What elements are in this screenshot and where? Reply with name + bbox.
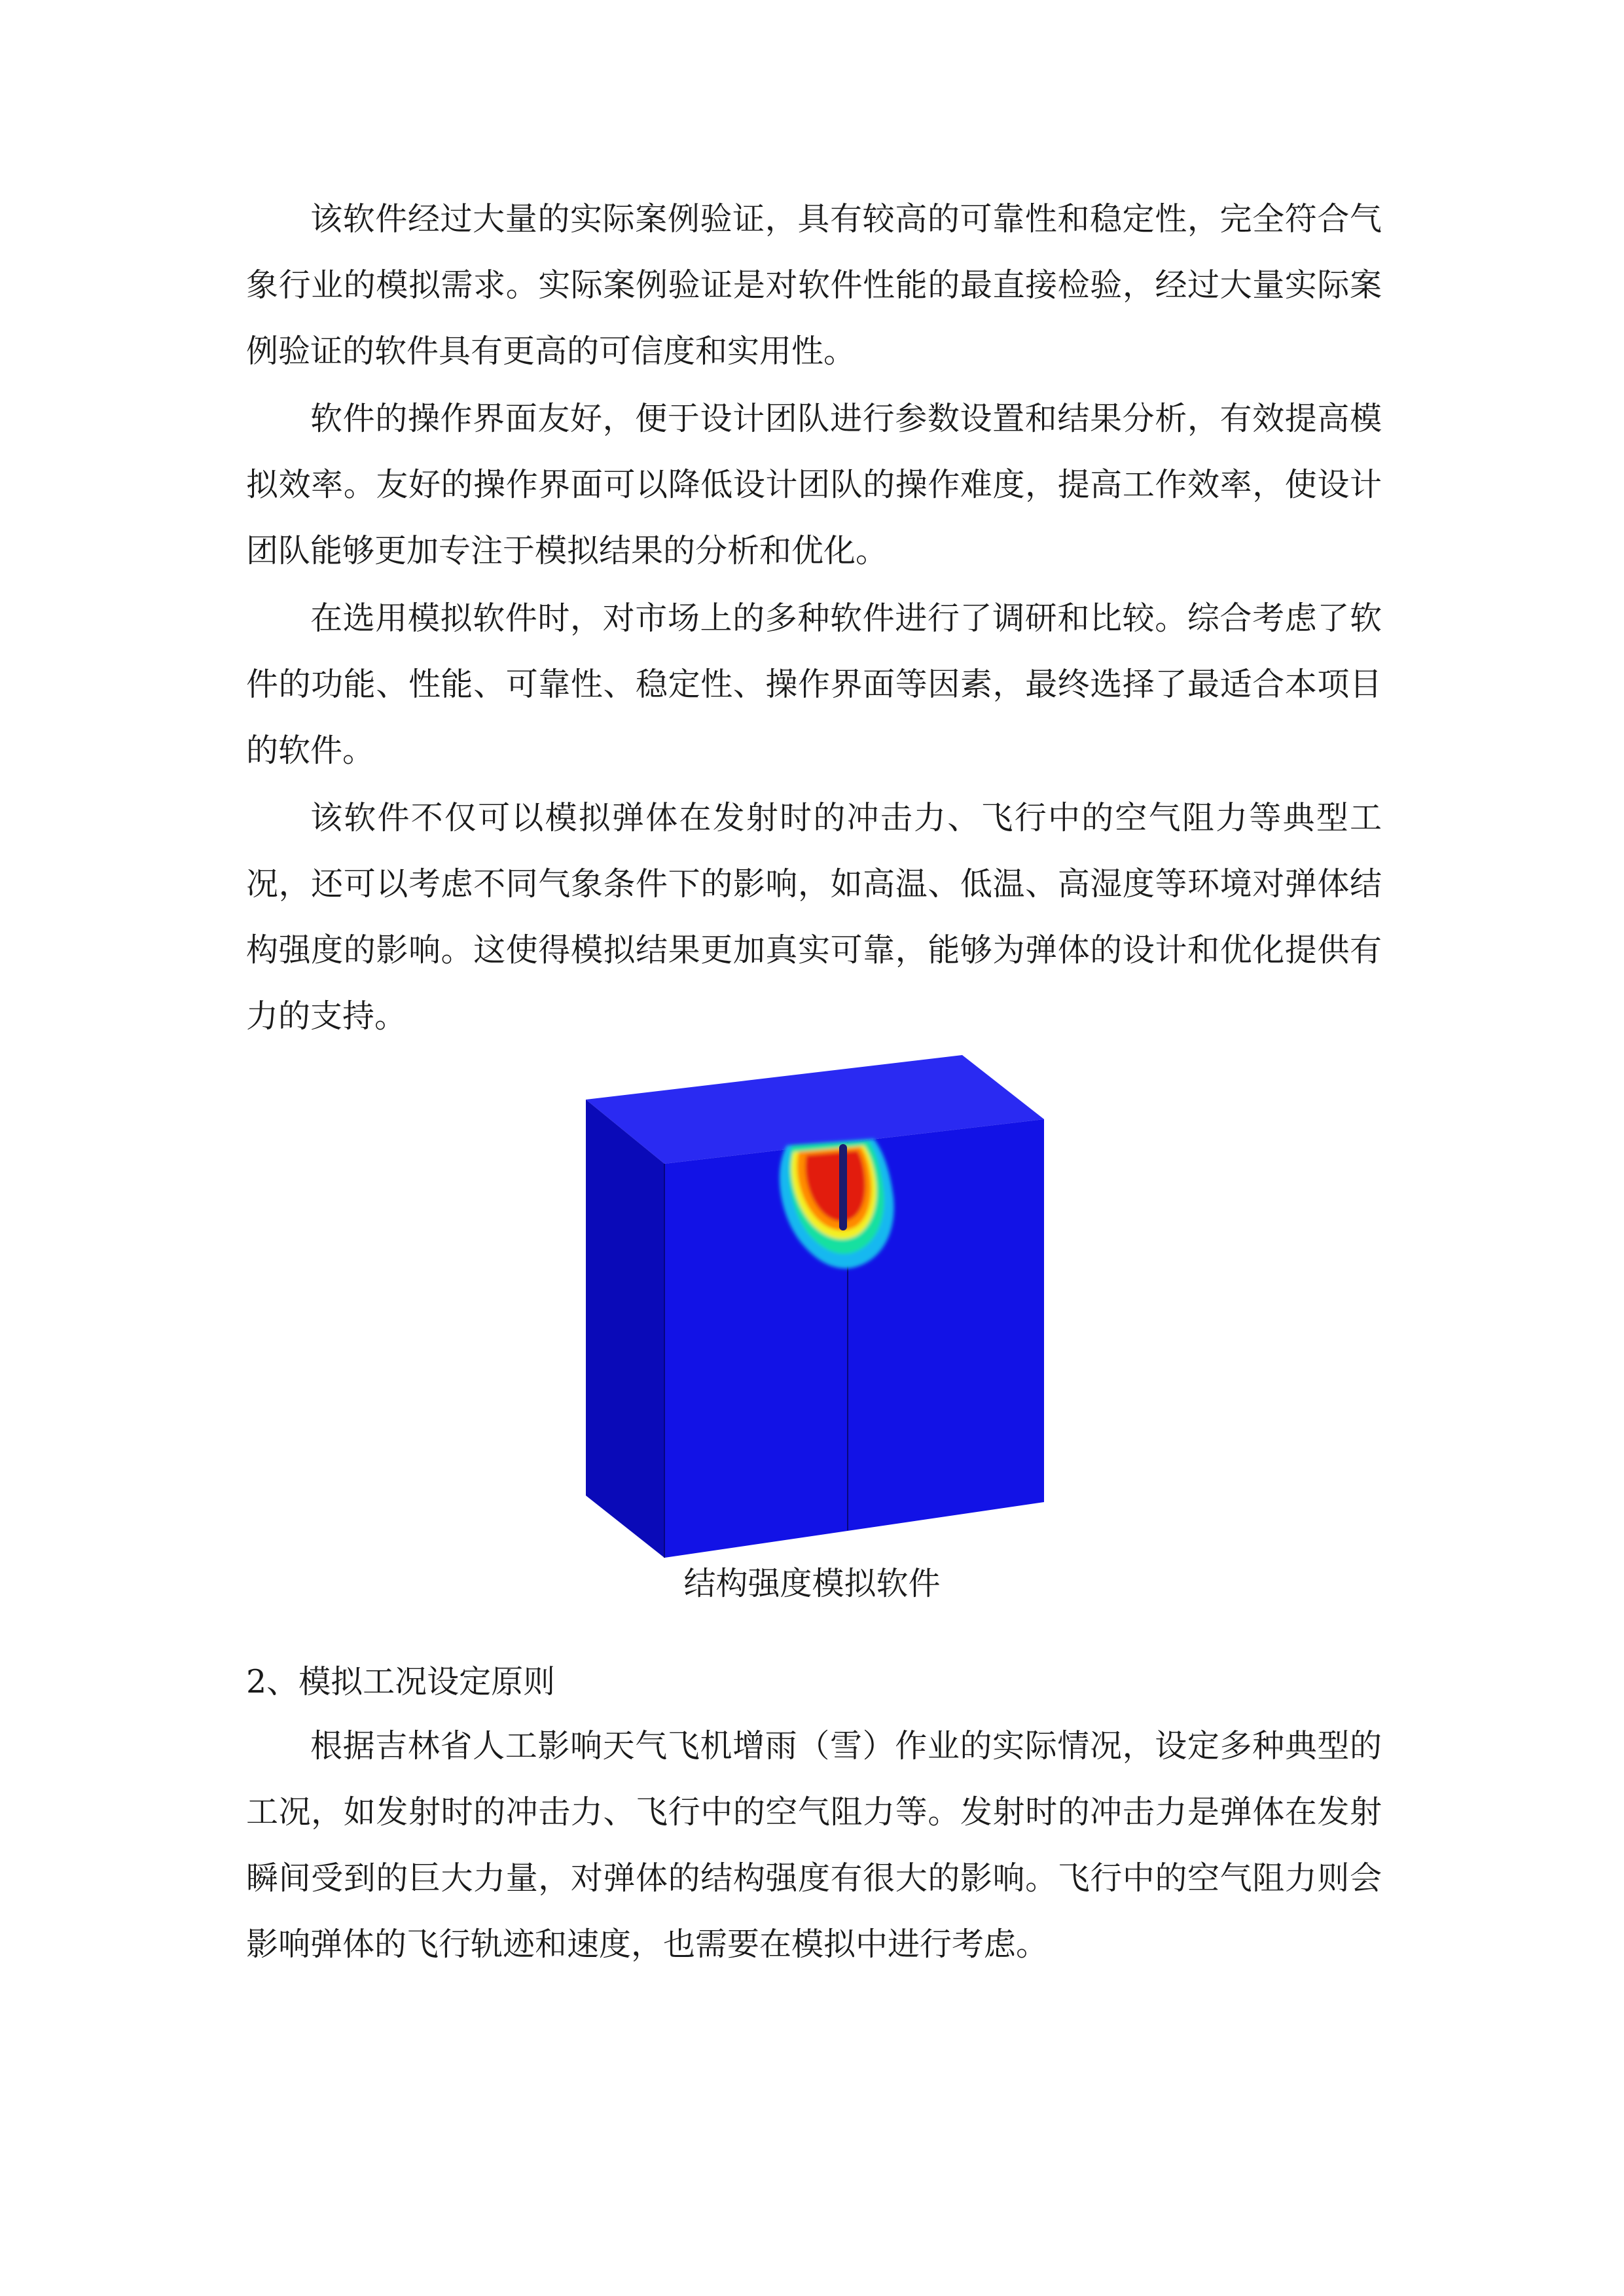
- body-text-top: [246, 186, 1382, 1049]
- paragraph-selection: 在选用模拟软件时，对市场上的多种软件进行了调研和比较。综合考虑了软件的功能、性能、可靠性、稳定性、操作界面等因素，最终选择了最适合本项目的软件。: [246, 600, 1382, 769]
- block-side-face: [586, 1100, 664, 1558]
- paragraph-validation: 该软件经过大量的实际案例验证，具有较高的可靠性和稳定性，完全符合气象行业的模拟需求。实际案例验证是对软件性能的最直接检验，经过大量实际案例验证的软件具有更高的可信度和实用性。: [246, 200, 1382, 370]
- paragraph-capabilities: 该软件不仅可以模拟弹体在发射时的冲击力、飞行中的空气阻力等典型工况，还可以考虑不同气象条件下的影响，如高温、低温、高湿度等环境对弹体结构强度的影响。这使得模拟结果更加真实可靠，能够为弹体的设计和优化提供有力的支持。: [246, 799, 1382, 1035]
- paragraph-operating-conditions: 根据吉林省人工影响天气飞机增雨（雪）作业的实际情况，设定多种典型的工况，如发射时的冲击力、飞行中的空气阻力等。发射时的冲击力是弹体在发射瞬间受到的巨大力量，对弹体的结构强度有很大的影响。飞行中的空气阻力则会影响弹体的飞行轨迹和速度，也需要在模拟中进行考虑。: [246, 1727, 1382, 1963]
- structure-strength-simulation-figure: [576, 1047, 1047, 1571]
- projectile-slot: [839, 1144, 847, 1230]
- figure-caption: 结构强度模拟软件: [683, 1565, 941, 1602]
- section-heading: 2、模拟工况设定原则: [246, 1663, 556, 1700]
- paragraph-interface: 软件的操作界面友好，便于设计团队进行参数设置和结果分析，有效提高模拟效率。友好的操作界面可以降低设计团队的操作难度，提高工作效率，使设计团队能够更加专注于模拟结果的分析和优化。: [246, 400, 1382, 569]
- body-text-bottom: [246, 1713, 1382, 1977]
